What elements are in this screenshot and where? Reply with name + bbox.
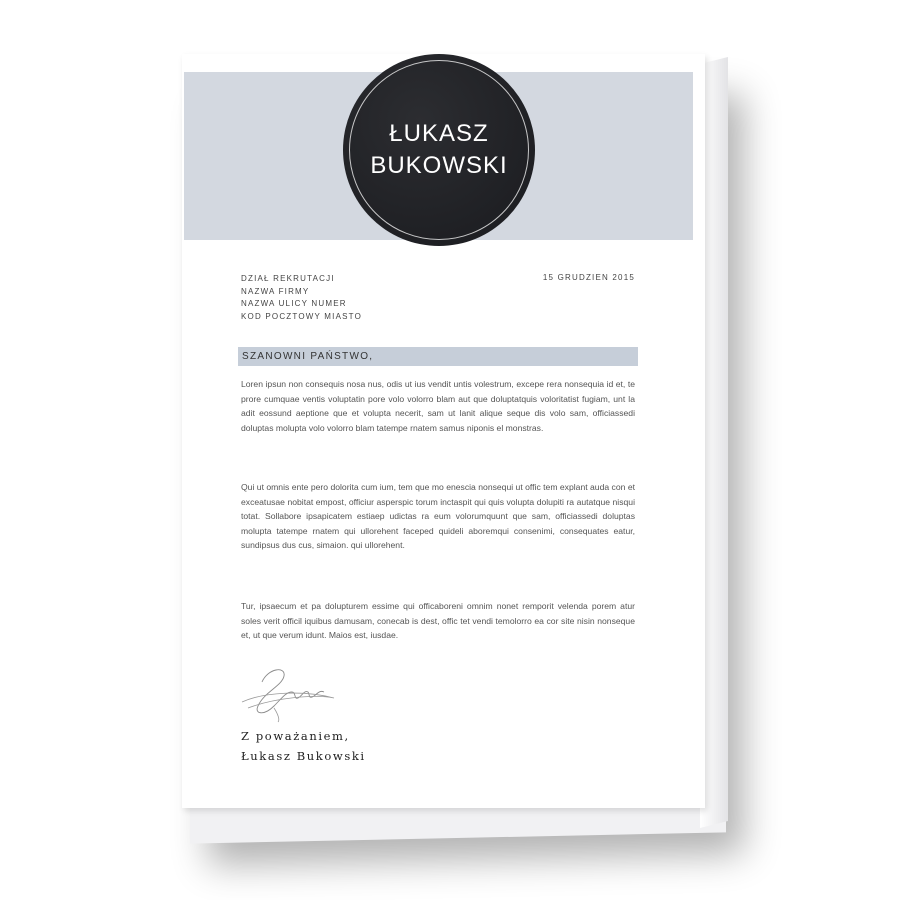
author-last-name: BUKOWSKI bbox=[370, 152, 508, 179]
author-name bbox=[370, 118, 507, 182]
closing-salutation: Z poważaniem, bbox=[241, 729, 350, 743]
letter-date: 15 GRUDZIEN 2015 bbox=[542, 273, 635, 282]
recipient-line-department: DZIAŁ REKRUTACJI bbox=[241, 274, 335, 283]
recipient-line-company: NAZWA FIRMY bbox=[241, 286, 310, 296]
body-paragraph-1: Loren ipsun non consequis nosa nus, odis ut ius vendit untis volestrum, excepe rera nonsequia id et, te prore cumquae ventis voluptatin pore volo volorro blam aut que doluptatquis voloritatist fugiam, unt la adit eossund aeptione que et volupta necerit, sam ut lanit alique seque dis volo sam, officiassedi doluptas molupta volo volorro blam tatempe rnatem samus niponis el monstras. bbox=[241, 379, 635, 433]
body-paragraph-2: Qui ut omnis ente pero dolorita cum ium, tem que mo enescia nonsequi ut offic tem explant auda con et exceatusae nobitat empost, officiur asperspic torum inctaspit qui quis volupta dolupiti ra autatque nisqui totat. Sollabore ipsapicatem estiaep udictas ra eum volorumquunt que sam, officiassedi doluptas molupta tatempe rnatem qui ullorehent faceped quideli aboremqui consenimi, consequates eatur, sundipsus dus cus, simaion. qui ullorehent. bbox=[241, 482, 635, 551]
recipient-line-city: KOD POCZTOWY MIASTO bbox=[241, 311, 363, 321]
name-circle bbox=[343, 54, 535, 246]
greeting-text: SZANOWNI PAŃSTWO, bbox=[242, 351, 374, 362]
recipient-line-street: NAZWA ULICY NUMER bbox=[241, 299, 347, 308]
body-paragraph-3: Tur, ipsaecum et pa dolupturem essime qui officaboreni omnim nonet remporit velenda porem atur soles verit officil iquibus damusam, conecab is dest, offic tet vendi temolorro ea cor site nisin nonseque et, ut que verum idunt. Maios est, iusdae. bbox=[241, 601, 635, 641]
greeting-bar bbox=[238, 347, 638, 366]
letter-page bbox=[182, 54, 705, 808]
closing-signature-name: Łukasz Bukowski bbox=[241, 749, 366, 763]
author-first-name: ŁUKASZ bbox=[389, 120, 489, 147]
handwritten-signature bbox=[234, 662, 344, 724]
recipient-address bbox=[241, 273, 362, 323]
closing-block bbox=[241, 726, 366, 766]
